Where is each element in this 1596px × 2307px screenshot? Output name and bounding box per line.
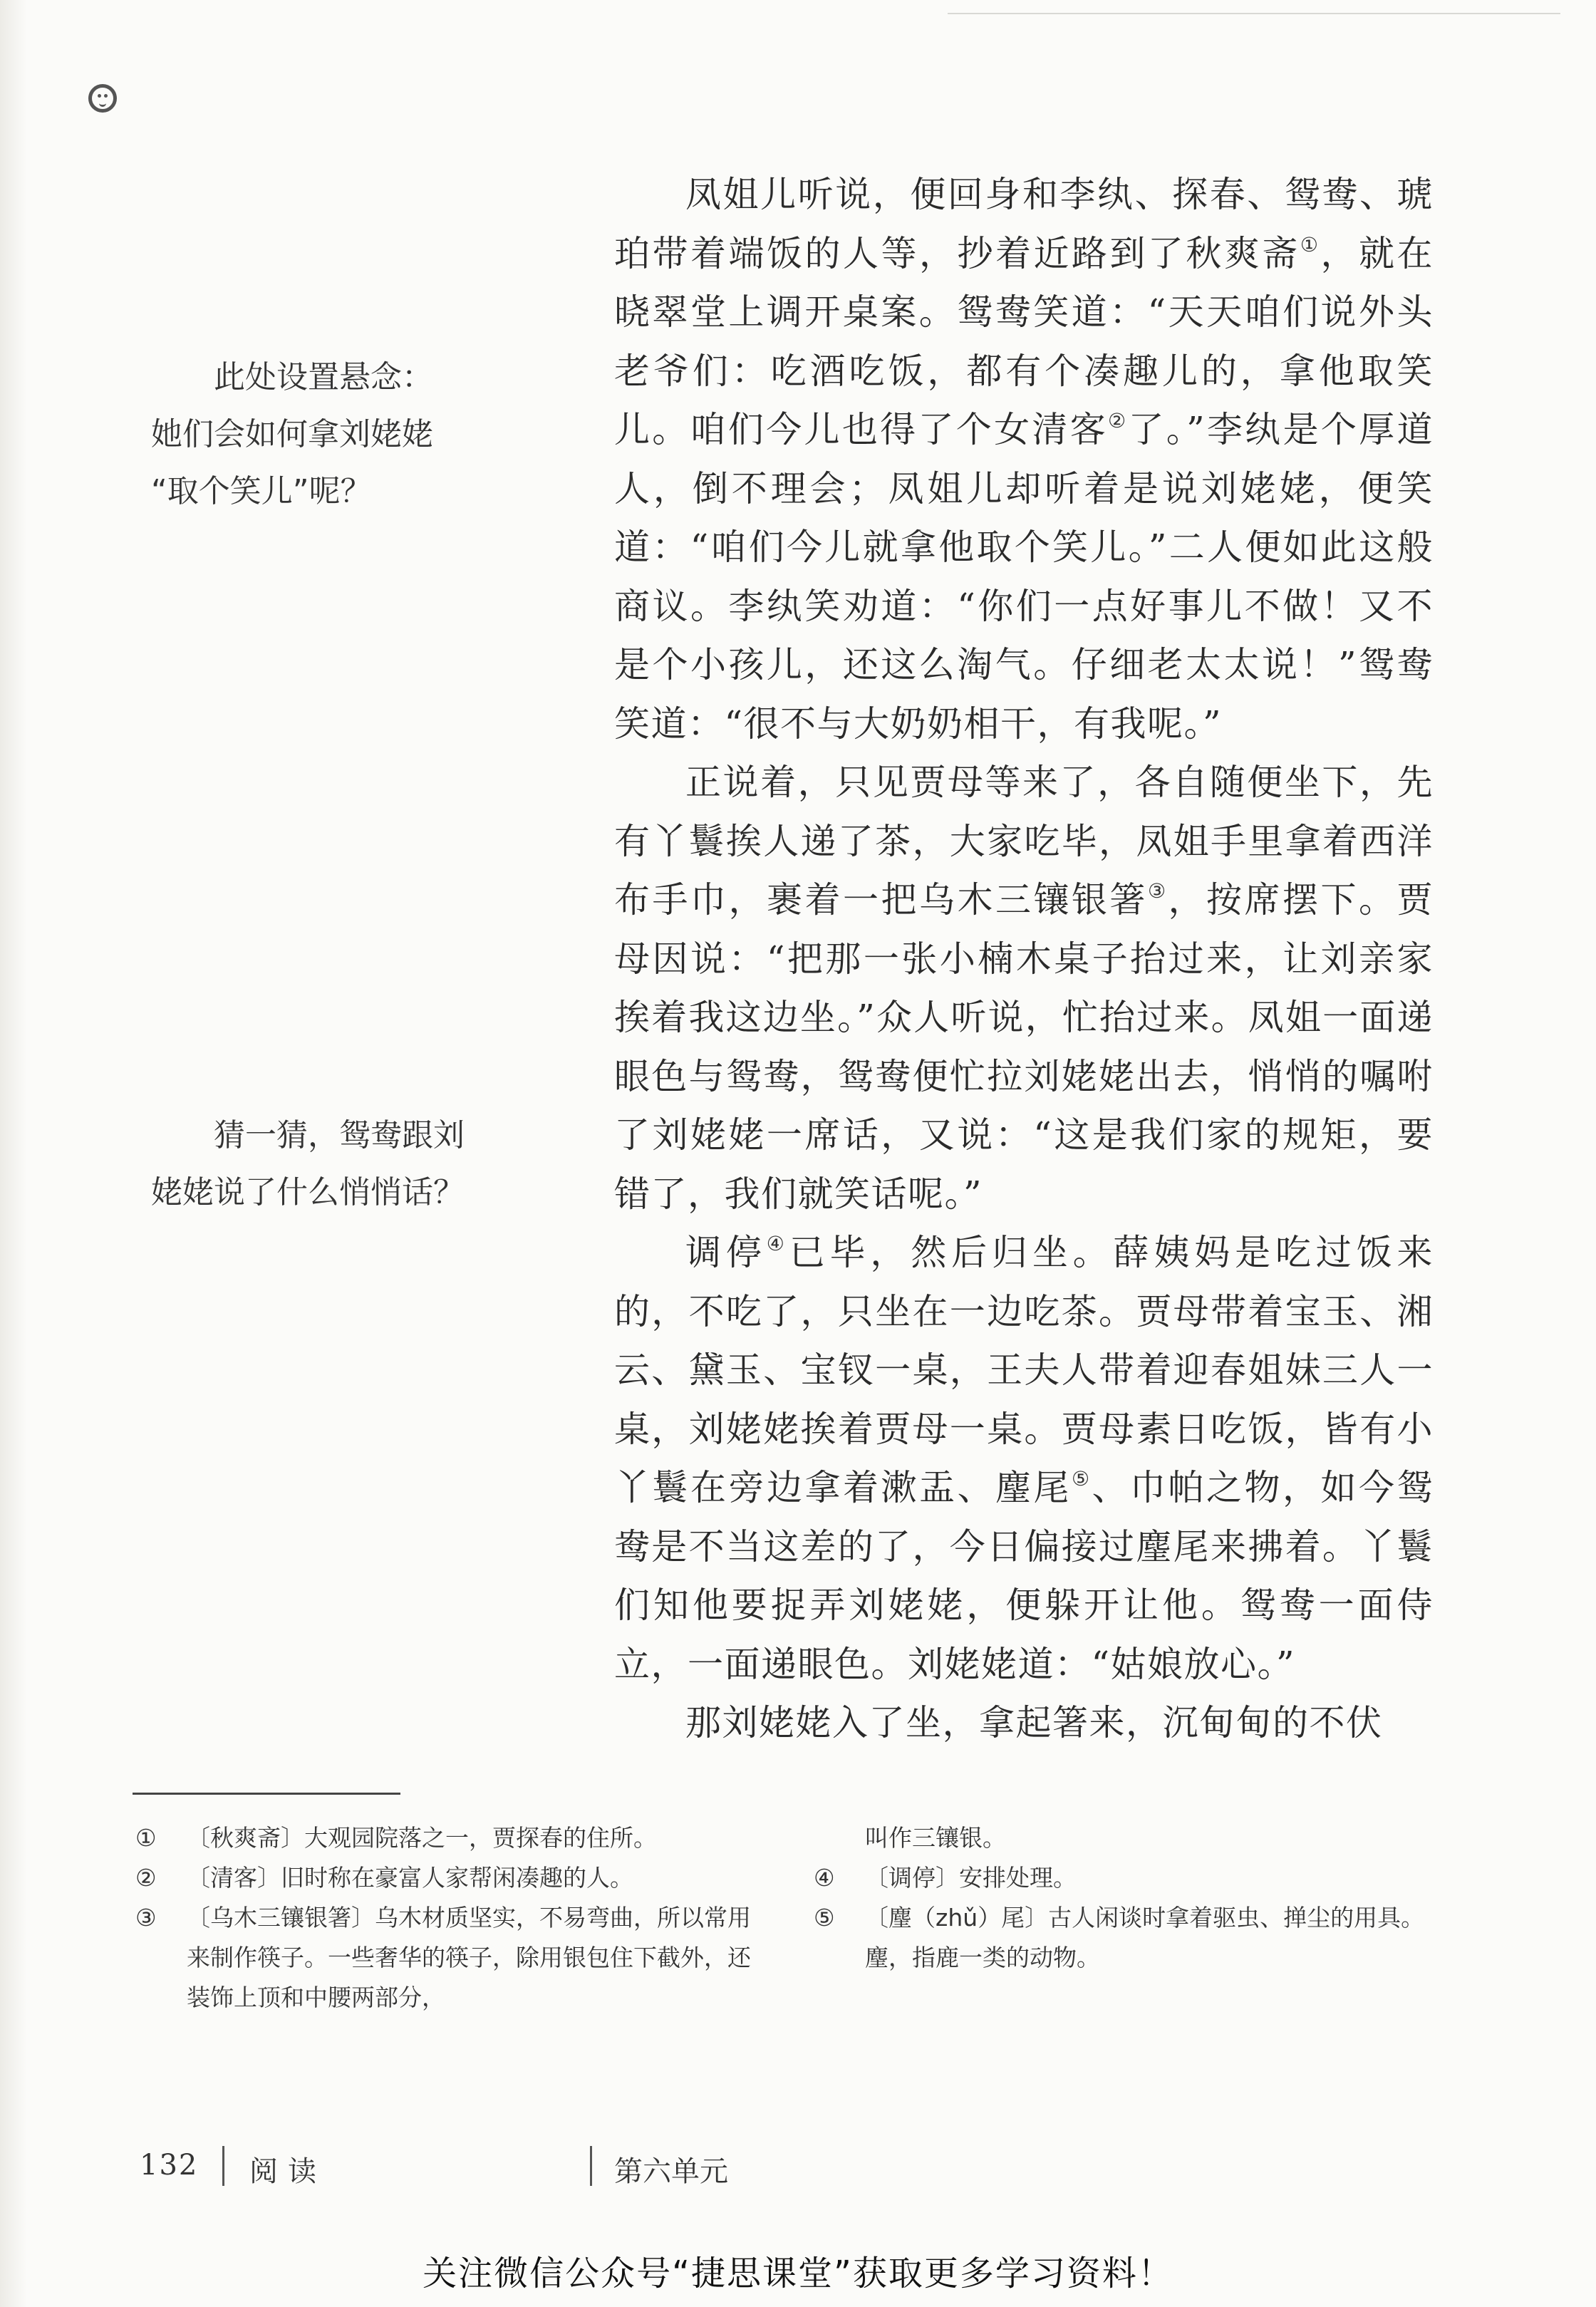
- footnotes-left-column: [135, 1818, 762, 2018]
- footnote-marker[interactable]: ⑤: [1071, 1467, 1092, 1491]
- footnote-number: ①: [135, 1824, 157, 1852]
- margin-note-line: 姥姥说了什么悄悄话？: [151, 1174, 465, 1210]
- margin-note-line: 此处设置悬念：: [214, 359, 433, 395]
- top-rule: [948, 13, 1560, 14]
- text-run: 正说着，只见贾母等来了，各自随便坐下，先有丫鬟挨人递了茶，大家吃毕，凤姐手里拿着西洋布手巾，裹着一把乌木三镶银箸: [614, 762, 1434, 921]
- text-run: 凤姐儿听说，便回身和李纨、探春、鸳鸯、琥珀带着端饭的人等，抄着近路到了秋爽斋: [614, 174, 1434, 274]
- footnote-number: ⑤: [814, 1904, 835, 1932]
- footnote-marker[interactable]: ③: [1147, 879, 1168, 903]
- text-run: 那刘姥姥入了坐，拿起箸来，沉甸甸的不伏: [685, 1702, 1383, 1743]
- margin-note-line: 她们会如何拿刘姥姥: [151, 416, 433, 452]
- face-icon: [88, 84, 117, 113]
- page-edge-shadow: [0, 0, 27, 2307]
- footnote-text: 〔调停〕安排处理。: [865, 1864, 1077, 1892]
- footnote-divider: [133, 1793, 400, 1795]
- footnote-text: 〔乌木三镶银箸〕乌木材质坚实，不易弯曲，所以常用来制作筷子。一些奢华的筷子，除用银包住下截外，还装饰上顶和中腰两部分，: [187, 1904, 751, 2011]
- footnote-text: 〔秋爽斋〕大观园院落之一，贾探春的住所。: [187, 1824, 657, 1852]
- footnote-item: [135, 1898, 762, 2018]
- margin-note-line: 猜一猜，鸳鸯跟刘: [214, 1117, 465, 1154]
- text-run: 、巾帕之物，如今鸳鸯是不当这差的了，今日偏接过麈尾来拂着。丫鬟们知他要捉弄刘姥姥，便躲开让他。鸳鸯一面侍立，一面递眼色。刘姥姥道：“姑娘放心。”: [614, 1467, 1434, 1685]
- footnote-item: [814, 1858, 1441, 1898]
- footnotes-right-column: [814, 1818, 1441, 1978]
- body-paragraph: [614, 1223, 1434, 1694]
- footnote-continuation: 叫作三镶银。: [865, 1824, 1006, 1852]
- promo-banner: 关注微信公众号“捷思课堂”获取更多学习资料！: [423, 2254, 1173, 2293]
- section-label: 阅读: [249, 2155, 326, 2188]
- body-paragraph: [614, 165, 1434, 753]
- footnote-marker[interactable]: ②: [1108, 409, 1129, 432]
- text-run: 调停: [685, 1232, 767, 1273]
- text-run: ，就在晓翠堂上调开桌案。鸳鸯笑道：“天天咱们说外头老爷们：吃酒吃饭，都有个凑趣儿的，拿他取笑儿。咱们今儿也得了个女清客: [614, 232, 1434, 450]
- margin-note-guess: [151, 1107, 507, 1221]
- footnote-item: [814, 1898, 1441, 1978]
- footnote-marker[interactable]: ①: [1300, 232, 1321, 256]
- margin-note-suspense: [151, 349, 507, 520]
- body-paragraph: [614, 1694, 1434, 1753]
- main-body-text: [614, 165, 1434, 1753]
- footnote-marker[interactable]: ④: [766, 1232, 789, 1255]
- body-paragraph: [614, 753, 1434, 1223]
- footer-divider: [222, 2146, 224, 2186]
- text-run: ，按席摆下。贾母因说：“把那一张小楠木桌子抬过来，让刘亲家挨着我这边坐。”众人听说，忙抬过来。凤姐一面递眼色与鸳鸯，鸳鸯便忙拉刘姥姥出去，悄悄的嘱咐了刘姥姥一席话，又说：“这是我们家的规矩，要错了，我们就笑话呢。”: [614, 879, 1434, 1215]
- footnote-item: [135, 1818, 762, 1858]
- unit-label: 第六单元: [614, 2155, 728, 2188]
- footnote-number: ④: [814, 1864, 835, 1892]
- text-run: 了。”李纨是个厚道人，倒不理会；凤姐儿却听着是说刘姥姥，便笑道：“咱们今儿就拿他取个笑儿。”二人便如此这般商议。李纨笑劝道：“你们一点好事儿不做！又不是个小孩儿，还这么淘气。仔细老太太说！”鸳鸯笑道：“很不与大奶奶相干，有我呢。”: [614, 409, 1434, 745]
- footnote-text: 〔清客〕旧时称在豪富人家帮闲凑趣的人。: [187, 1864, 633, 1892]
- footnote-number: ②: [135, 1864, 157, 1892]
- page-number: 132: [140, 2149, 199, 2182]
- footnote-item: [135, 1858, 762, 1898]
- footer-divider: [590, 2146, 592, 2186]
- footnote-number: ③: [135, 1904, 157, 1932]
- footnote-text: 〔麈（zhǔ）尾〕古人闲谈时拿着驱虫、掸尘的用具。麈，指鹿一类的动物。: [865, 1904, 1425, 1971]
- text-run: 已毕，然后归坐。薛姨妈是吃过饭来的，不吃了，只坐在一边吃茶。贾母带着宝玉、湘云、黛玉、宝钗一桌，王夫人带着迎春姐妹三人一桌，刘姥姥挨着贾母一桌。贾母素日吃饭，皆有小丫鬟在旁边拿着漱盂、麈尾: [614, 1232, 1434, 1508]
- margin-note-line: “取个笑儿”呢？: [151, 473, 372, 509]
